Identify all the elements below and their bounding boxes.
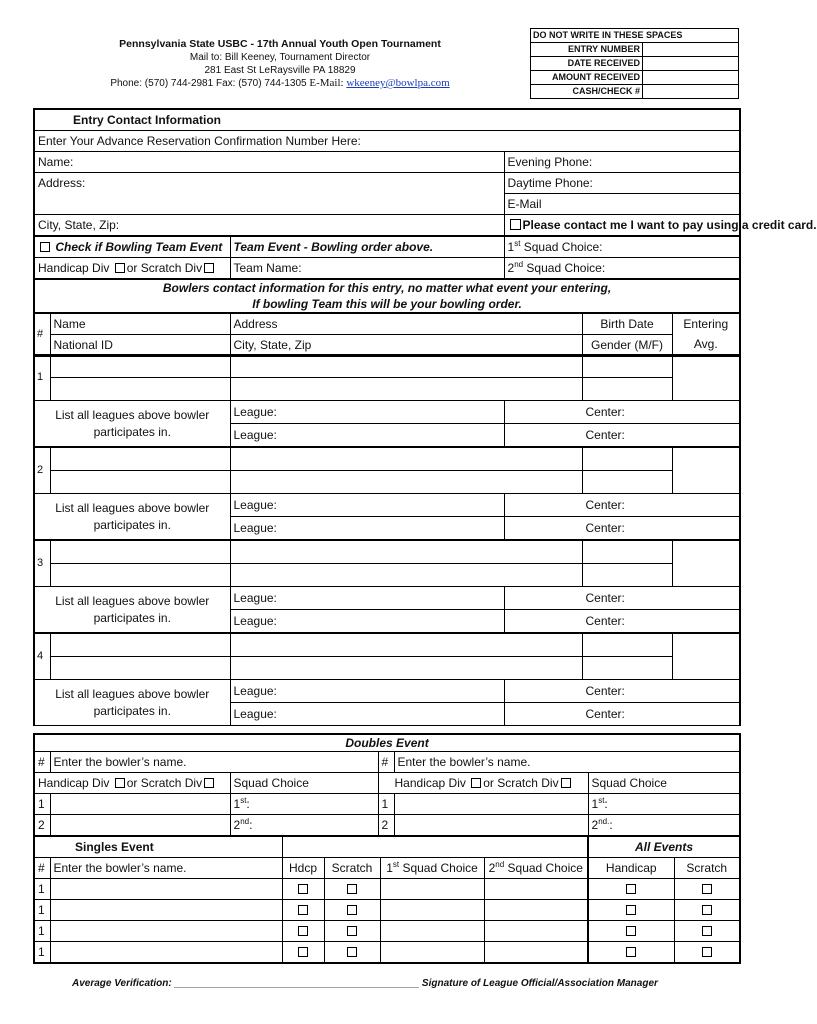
office-use-title: DO NOT WRITE IN THESE SPACES <box>531 29 739 43</box>
email-link[interactable]: wkeeney@bowlpa.com <box>346 77 450 89</box>
doubles-bowler-input[interactable] <box>50 794 230 815</box>
bowler-avg-input[interactable] <box>672 447 740 494</box>
office-field[interactable] <box>643 57 739 71</box>
bowler-address-input[interactable] <box>230 633 582 657</box>
checkbox-icon[interactable] <box>626 947 636 957</box>
singles-hdcp: Hdcp <box>282 858 324 879</box>
bowler-number: 1 <box>34 355 50 401</box>
ordinal-number: 1 <box>386 860 393 875</box>
doubles-row-number: 2 <box>378 815 394 837</box>
scratch-checkbox[interactable] <box>324 900 380 921</box>
bowler-birth-date-input[interactable] <box>582 447 672 471</box>
ordinal-number: 2 <box>591 817 599 832</box>
office-field[interactable] <box>643 71 739 85</box>
bowler-avg-input[interactable] <box>672 633 740 680</box>
checkbox-icon[interactable] <box>626 926 636 936</box>
league-field[interactable]: League: <box>230 610 504 634</box>
center-label: Center: <box>585 590 625 605</box>
singles-first-squad <box>380 858 484 879</box>
scratch-label: or Scratch Div <box>483 775 559 790</box>
center-field[interactable] <box>504 610 740 634</box>
hdcp-checkbox[interactable] <box>282 921 324 942</box>
singles-row-number: 1 <box>34 879 50 900</box>
hdcp-checkbox[interactable] <box>282 900 324 921</box>
leagues-label-line2: participates in. <box>93 703 171 718</box>
singles-row-number: 1 <box>34 900 50 921</box>
center-field[interactable] <box>504 517 740 541</box>
squad-colon: : <box>609 817 613 832</box>
center-field[interactable] <box>504 680 740 703</box>
bowler-gender-input[interactable] <box>582 378 672 401</box>
scratch-label: or Scratch Div <box>126 260 203 275</box>
office-label: AMOUNT RECEIVED <box>531 71 643 85</box>
reservation-field[interactable]: Enter Your Advance Reservation Confirmation Number Here: <box>34 131 740 152</box>
doubles-enter-name: Enter the bowler’s name. <box>394 752 740 773</box>
squad-label: Squad Choice: <box>520 239 603 254</box>
office-field[interactable] <box>643 85 739 99</box>
first-squad-input[interactable] <box>380 942 484 964</box>
first-squad-input[interactable] <box>380 879 484 900</box>
ordinal-suffix: nd <box>240 816 250 826</box>
col-national-id: National ID <box>50 335 230 357</box>
leagues-label <box>34 587 230 634</box>
doubles-row-number: 1 <box>34 794 50 815</box>
doubles-division-choice[interactable] <box>34 773 230 794</box>
checkbox-icon[interactable] <box>204 263 214 273</box>
hdcp-checkbox[interactable] <box>282 879 324 900</box>
city-state-zip-field[interactable]: City, State, Zip: <box>34 215 504 237</box>
bowler-city-input[interactable] <box>230 657 582 680</box>
col-address: Address <box>230 313 582 335</box>
doubles-hash: # <box>378 752 394 773</box>
doubles-hash: # <box>34 752 50 773</box>
all-events-scratch: Scratch <box>674 858 740 879</box>
entry-form <box>33 108 817 357</box>
all-events-scratch-checkbox[interactable] <box>674 900 740 921</box>
all-events-handicap-checkbox[interactable] <box>588 942 674 964</box>
leagues-label-line2: participates in. <box>93 610 171 625</box>
office-label: ENTRY NUMBER <box>531 43 643 57</box>
league-field[interactable]: League: <box>230 517 504 541</box>
checkbox-icon[interactable] <box>115 263 125 273</box>
bowler-national-id-input[interactable] <box>50 378 230 401</box>
bowler-avg-input[interactable] <box>672 355 740 401</box>
center-field[interactable] <box>504 587 740 610</box>
office-field[interactable] <box>643 43 739 57</box>
tournament-title: Pennsylvania State USBC - 17th Annual Youth Open Tournament <box>119 38 441 50</box>
all-events-handicap: Handicap <box>588 858 674 879</box>
ordinal-number: 2 <box>488 860 496 875</box>
doubles-squad-input[interactable] <box>588 815 740 837</box>
first-squad-input[interactable] <box>380 900 484 921</box>
singles-row-number: 1 <box>34 921 50 942</box>
bowler-name-input[interactable] <box>50 447 230 471</box>
second-squad-input[interactable] <box>484 879 588 900</box>
ordinal-number: 1 <box>507 239 515 254</box>
singles-enter-name: Enter the bowler’s name. <box>50 858 282 879</box>
first-squad-input[interactable] <box>380 921 484 942</box>
singles-bowler-input[interactable] <box>50 942 282 964</box>
checkbox-icon[interactable] <box>702 905 712 915</box>
office-use-box <box>530 28 739 99</box>
handicap-label: Handicap Div <box>394 775 466 790</box>
bowler-city-input[interactable] <box>230 378 582 401</box>
division-choice[interactable] <box>34 258 230 280</box>
bowler-national-id-input[interactable] <box>50 657 230 680</box>
center-label: Center: <box>585 404 625 419</box>
league-field[interactable]: League: <box>230 587 504 610</box>
bowlers-title-line1: Bowlers contact information for this entry, no matter what event your entering, <box>34 279 740 296</box>
address-field[interactable]: Address: <box>34 173 504 194</box>
checkbox-icon[interactable] <box>298 884 308 894</box>
phone-fax <box>30 77 530 90</box>
all-events-title: All Events <box>588 836 740 858</box>
bowler-name-input[interactable] <box>50 355 230 378</box>
bowler-city-input[interactable] <box>230 564 582 587</box>
scratch-checkbox[interactable] <box>324 879 380 900</box>
bowler-national-id-input[interactable] <box>50 564 230 587</box>
first-squad-choice[interactable] <box>504 236 740 258</box>
doubles-bowler-input[interactable] <box>394 815 588 837</box>
singles-title: Singles Event <box>34 836 282 858</box>
ordinal-number: 1 <box>233 796 241 811</box>
center-label: Center: <box>585 613 625 628</box>
all-events-scratch-checkbox[interactable] <box>674 921 740 942</box>
scratch-checkbox[interactable] <box>324 942 380 964</box>
handicap-label: Handicap Div <box>38 775 110 790</box>
col-city-state-zip: City, State, Zip <box>230 335 582 357</box>
squad-colon: : <box>604 796 608 811</box>
handicap-label: Handicap Div <box>38 260 110 275</box>
checkbox-icon[interactable] <box>298 926 308 936</box>
leagues-label-line1: List all leagues above bowler <box>55 407 210 422</box>
checkbox-icon[interactable] <box>298 905 308 915</box>
doubles-squad-choice: Squad Choice <box>588 773 740 794</box>
col-entering: Entering <box>672 313 740 335</box>
ordinal-suffix: nd <box>495 859 505 869</box>
team-name-field[interactable]: Team Name: <box>230 258 504 280</box>
squad-label: Squad Choice: <box>523 260 606 275</box>
col-name: Name <box>50 313 230 335</box>
all-events-handicap-checkbox[interactable] <box>588 921 674 942</box>
doubles-squad-choice: Squad Choice <box>230 773 378 794</box>
checkbox-icon[interactable] <box>626 884 636 894</box>
doubles-enter-name: Enter the bowler’s name. <box>50 752 378 773</box>
center-label: Center: <box>585 497 625 512</box>
squad-colon: : <box>246 796 250 811</box>
contact-section-title: Entry Contact Information <box>34 109 740 131</box>
col-gender: Gender (M/F) <box>582 335 672 357</box>
checkbox-icon[interactable] <box>702 926 712 936</box>
singles-event <box>33 835 741 964</box>
bowler-national-id-input[interactable] <box>50 471 230 494</box>
leagues-label <box>34 494 230 541</box>
bowler-entries <box>33 354 741 726</box>
office-label: DATE RECEIVED <box>531 57 643 71</box>
bowler-address-input[interactable] <box>230 447 582 471</box>
bowler-city-input[interactable] <box>230 471 582 494</box>
mail-address: 281 East St LeRaysville PA 18829 <box>204 65 356 76</box>
singles-second-squad <box>484 858 588 879</box>
leagues-label-line2: participates in. <box>93 424 171 439</box>
team-event-check-label: Check if Bowling Team Event <box>55 239 223 254</box>
singles-bowler-input[interactable] <box>50 900 282 921</box>
center-label: Center: <box>585 427 625 442</box>
second-squad-input[interactable] <box>484 900 588 921</box>
address-field-line2[interactable] <box>34 194 504 215</box>
name-field[interactable]: Name: <box>34 152 504 173</box>
singles-title-spacer <box>282 836 588 858</box>
squad-label: Squad Choice <box>504 860 583 875</box>
col-birth-date: Birth Date <box>582 313 672 335</box>
credit-card-option[interactable] <box>504 215 817 237</box>
checkbox-icon[interactable] <box>702 884 712 894</box>
hdcp-checkbox[interactable] <box>282 942 324 964</box>
all-events-handicap-checkbox[interactable] <box>588 879 674 900</box>
evening-phone-field[interactable]: Evening Phone: <box>504 152 740 173</box>
bowler-gender-input[interactable] <box>582 564 672 587</box>
ordinal-number: 2 <box>507 260 515 275</box>
doubles-title: Doubles Event <box>34 734 740 752</box>
bowler-number: 2 <box>34 447 50 494</box>
checkbox-icon[interactable] <box>561 778 571 788</box>
second-squad-choice[interactable] <box>504 258 740 280</box>
checkbox-icon[interactable] <box>702 947 712 957</box>
mail-to: Mail to: Bill Keeney, Tournament Director <box>189 52 371 63</box>
checkbox-icon[interactable] <box>298 947 308 957</box>
checkbox-icon[interactable] <box>347 947 357 957</box>
leagues-label <box>34 401 230 448</box>
bowler-name-input[interactable] <box>50 540 230 564</box>
doubles-squad-input[interactable] <box>230 815 378 837</box>
center-field[interactable] <box>504 424 740 448</box>
leagues-label-line2: participates in. <box>93 517 171 532</box>
squad-colon: : <box>249 817 253 832</box>
bowler-name-input[interactable] <box>50 633 230 657</box>
league-field[interactable]: League: <box>230 680 504 703</box>
all-events-handicap-checkbox[interactable] <box>588 900 674 921</box>
doubles-division-choice[interactable] <box>378 773 588 794</box>
doubles-bowler-input[interactable] <box>50 815 230 837</box>
second-squad-input[interactable] <box>484 921 588 942</box>
bowler-gender-input[interactable] <box>582 471 672 494</box>
bowler-number: 3 <box>34 540 50 587</box>
ordinal-suffix: st <box>240 795 247 805</box>
squad-label: Squad Choice <box>399 860 478 875</box>
checkbox-icon[interactable] <box>40 242 50 252</box>
ordinal-suffix: nd. <box>598 816 610 826</box>
center-label: Center: <box>585 683 625 698</box>
average-verification-footer: Average Verification: ____________________________________________ Signature of League Official/Association Manager <box>72 978 658 989</box>
checkbox-icon[interactable] <box>347 905 357 915</box>
leagues-label-line1: List all leagues above bowler <box>55 500 210 515</box>
ordinal-suffix: nd <box>514 259 524 269</box>
scratch-checkbox[interactable] <box>324 921 380 942</box>
bowlers-title-line2: If bowling Team this will be your bowling order. <box>34 296 740 313</box>
checkbox-icon[interactable] <box>347 884 357 894</box>
doubles-event <box>33 733 741 837</box>
singles-scratch: Scratch <box>324 858 380 879</box>
checkbox-icon[interactable] <box>626 905 636 915</box>
col-avg: Avg. <box>672 335 740 357</box>
ordinal-suffix: st <box>392 859 400 869</box>
phone-fax-text: Phone: (570) 744-2981 Fax: (570) 744-1305 <box>110 78 307 89</box>
scratch-label: or Scratch Div <box>126 775 203 790</box>
bowler-address-input[interactable] <box>230 540 582 564</box>
bowler-birth-date-input[interactable] <box>582 633 672 657</box>
credit-card-label: Please contact me I want to pay using a credit card. <box>522 217 817 232</box>
bowler-birth-date-input[interactable] <box>582 540 672 564</box>
center-field[interactable] <box>504 703 740 726</box>
bowler-gender-input[interactable] <box>582 657 672 680</box>
singles-bowler-input[interactable] <box>50 879 282 900</box>
ordinal-number: 2 <box>233 817 241 832</box>
center-field[interactable] <box>504 401 740 424</box>
ordinal-suffix: st <box>598 795 605 805</box>
col-hash: # <box>34 313 50 356</box>
singles-row-number: 1 <box>34 942 50 964</box>
team-order-note: Team Event - Bowling order above. <box>230 236 504 258</box>
league-field[interactable]: League: <box>230 424 504 448</box>
center-label: Center: <box>585 706 625 721</box>
doubles-bowler-input[interactable] <box>394 794 588 815</box>
checkbox-icon[interactable] <box>347 926 357 936</box>
leagues-label <box>34 680 230 726</box>
email-field[interactable]: E-Mail <box>504 194 740 215</box>
office-label: CASH/CHECK # <box>531 85 643 99</box>
daytime-phone-field[interactable]: Daytime Phone: <box>504 173 740 194</box>
checkbox-icon[interactable] <box>510 219 521 230</box>
checkbox-icon[interactable] <box>204 778 214 788</box>
leagues-label-line1: List all leagues above bowler <box>55 686 210 701</box>
ordinal-number: 1 <box>591 796 599 811</box>
center-label: Center: <box>585 520 625 535</box>
checkbox-icon[interactable] <box>115 778 125 788</box>
doubles-row-number: 1 <box>378 794 394 815</box>
bowler-birth-date-input[interactable] <box>582 355 672 378</box>
all-events-scratch-checkbox[interactable] <box>674 879 740 900</box>
bowler-avg-input[interactable] <box>672 540 740 587</box>
league-field[interactable]: League: <box>230 401 504 424</box>
second-squad-input[interactable] <box>484 942 588 964</box>
doubles-row-number: 2 <box>34 815 50 837</box>
league-field[interactable]: League: <box>230 703 504 726</box>
bowler-address-input[interactable] <box>230 355 582 378</box>
all-events-scratch-checkbox[interactable] <box>674 942 740 964</box>
bowler-number: 4 <box>34 633 50 680</box>
team-event-check[interactable] <box>34 236 230 258</box>
tournament-header <box>30 26 530 106</box>
leagues-label-line1: List all leagues above bowler <box>55 593 210 608</box>
checkbox-icon[interactable] <box>471 778 481 788</box>
singles-bowler-input[interactable] <box>50 921 282 942</box>
league-field[interactable]: League: <box>230 494 504 517</box>
ordinal-suffix: st <box>514 238 521 248</box>
doubles-squad-input[interactable] <box>230 794 378 815</box>
email-label: E-Mail: <box>309 77 344 89</box>
doubles-squad-input[interactable] <box>588 794 740 815</box>
singles-hash: # <box>34 858 50 879</box>
center-field[interactable] <box>504 494 740 517</box>
